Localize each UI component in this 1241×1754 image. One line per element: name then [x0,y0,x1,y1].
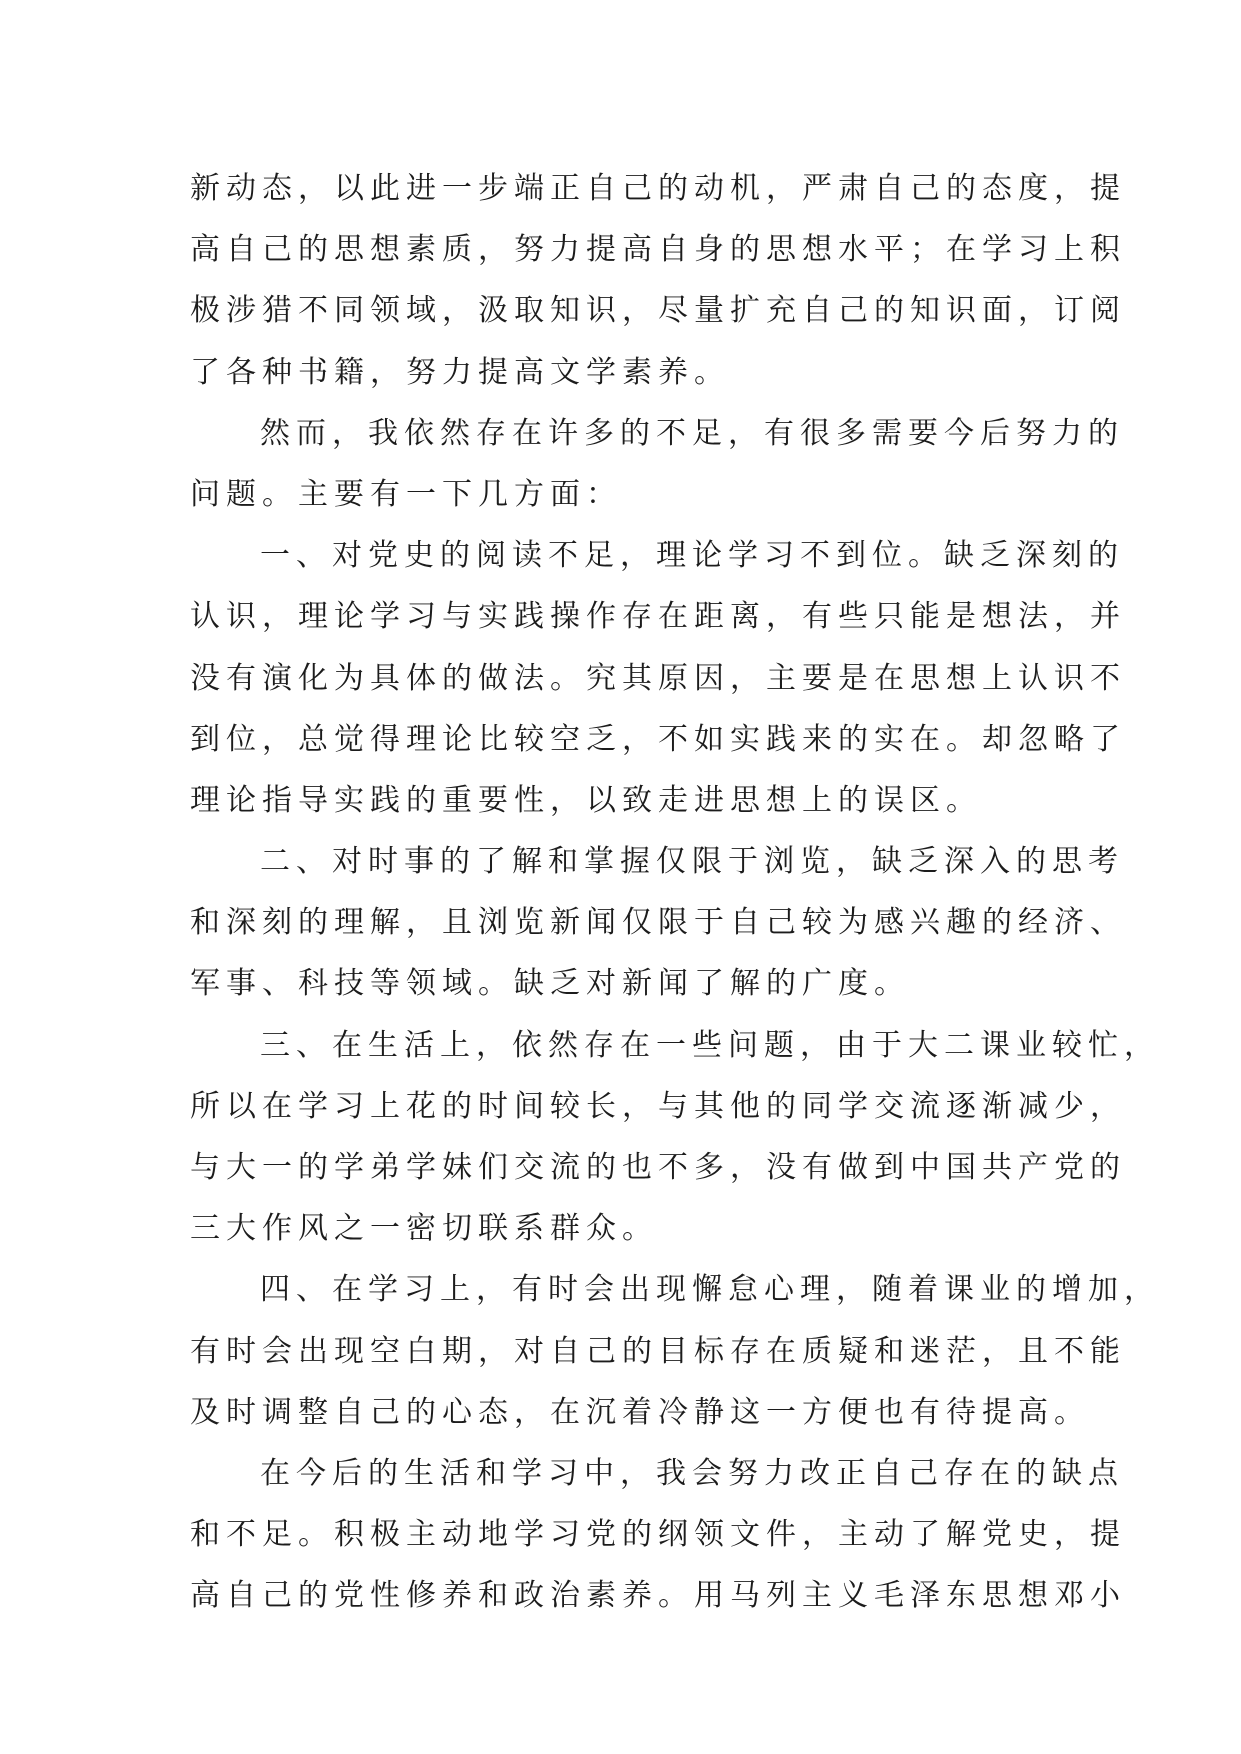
text-line: 高自己的党性修养和政治素养。用马列主义毛泽东思想邓小 [190,1578,1126,1614]
text-line: 问题。主要有一下几方面： [190,476,622,512]
paragraph-start-line: 在今后的生活和学习中，我会努力改正自己存在的缺点 [260,1455,1124,1491]
text-line: 到位，总觉得理论比较空乏，不如实践来的实在。却忽略了 [190,721,1126,757]
paragraph-start-line: 一、对党史的阅读不足，理论学习不到位。缺乏深刻的 [260,538,1124,574]
text-line: 及时调整自己的心态，在沉着冷静这一方便也有待提高。 [190,1394,1090,1430]
paragraph-start-line: 四、在学习上，有时会出现懈怠心理，随着课业的增加， [260,1272,1160,1308]
paragraph-start-line: 然而，我依然存在许多的不足，有很多需要今后努力的 [260,415,1124,451]
paragraph-start-line: 二、对时事的了解和掌握仅限于浏览，缺乏深入的思考 [260,844,1124,880]
text-line: 有时会出现空白期，对自己的目标存在质疑和迷茫，且不能 [190,1333,1126,1369]
text-line: 军事、科技等领域。缺乏对新闻了解的广度。 [190,966,910,1002]
text-line: 没有演化为具体的做法。究其原因，主要是在思想上认识不 [190,660,1126,696]
body-text [190,158,1160,1627]
paragraph-start-line: 三、在生活上，依然存在一些问题，由于大二课业较忙， [260,1027,1160,1063]
text-line: 了各种书籍，努力提高文学素养。 [190,354,730,390]
text-line: 三大作风之一密切联系群众。 [190,1211,658,1247]
text-line: 与大一的学弟学妹们交流的也不多，没有做到中国共产党的 [190,1150,1126,1185]
text-line: 极涉猎不同领域，汲取知识，尽量扩充自己的知识面，订阅 [190,293,1126,329]
text-line: 理论指导实践的重要性，以致走进思想上的误区。 [190,782,982,818]
text-line: 所以在学习上花的时间较长，与其他的同学交流逐渐减少， [190,1088,1126,1124]
text-line: 认识，理论学习与实践操作存在距离，有些只能是想法，并 [190,599,1126,635]
text-line: 高自己的思想素质，努力提高自身的思想水平；在学习上积 [190,232,1126,268]
text-line: 和深刻的理解，且浏览新闻仅限于自己较为感兴趣的经济、 [190,905,1126,941]
text-line: 新动态，以此进一步端正自己的动机，严肃自己的态度，提 [190,171,1126,206]
text-line: 和不足。积极主动地学习党的纲领文件，主动了解党史，提 [190,1517,1126,1553]
